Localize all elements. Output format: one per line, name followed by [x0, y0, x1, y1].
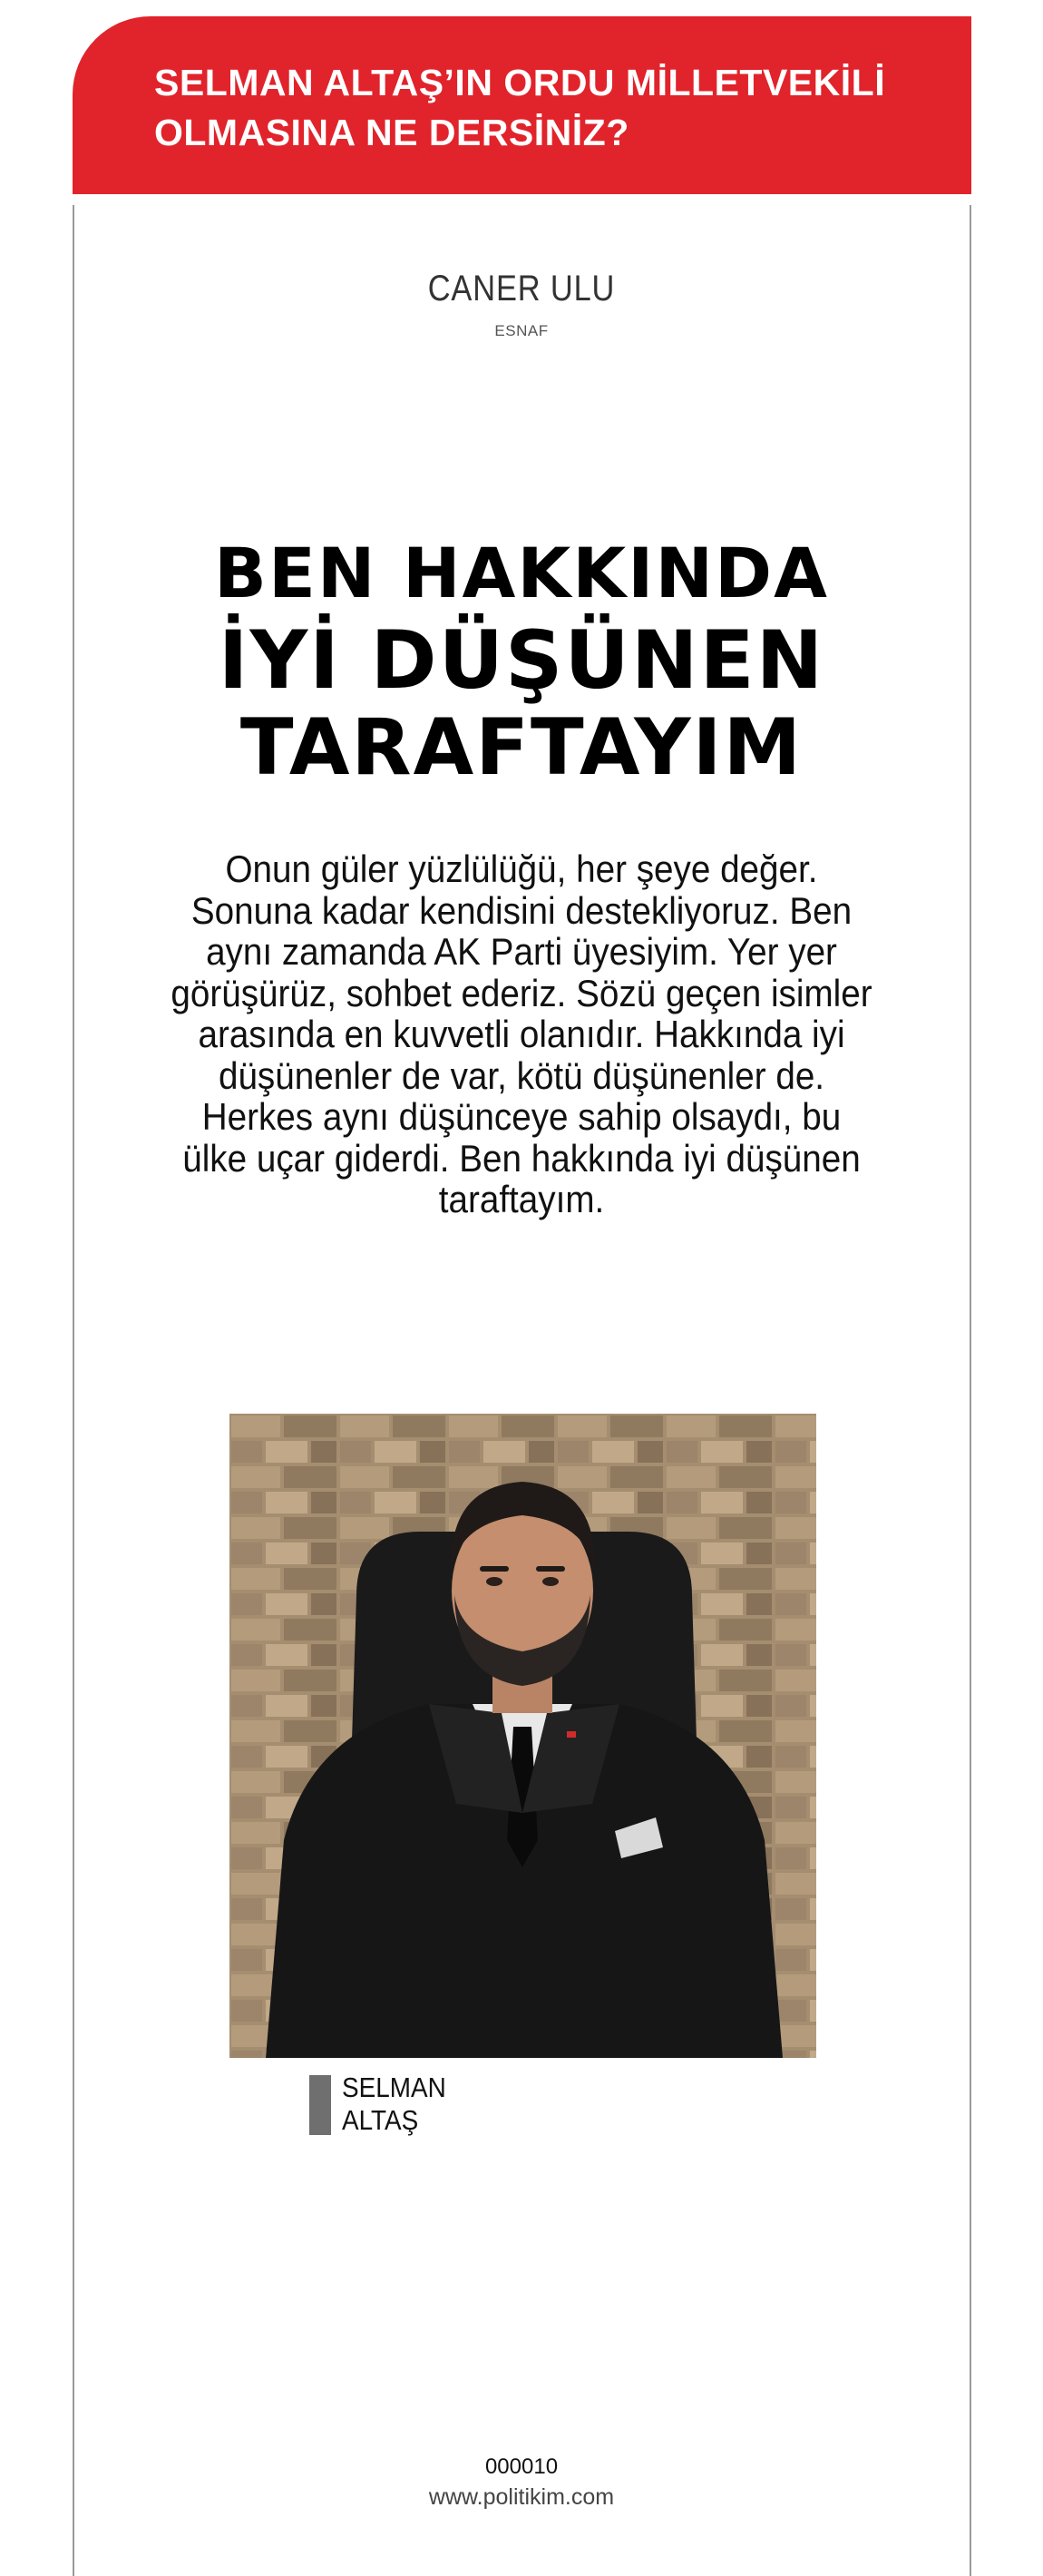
- author-name: CANER ULU: [427, 269, 616, 309]
- caption-bar: [309, 2075, 331, 2135]
- author-role: ESNAF: [494, 322, 549, 339]
- headline-line: TARAFTAYIM: [239, 702, 804, 793]
- page-number: 000010: [484, 2454, 559, 2479]
- portrait-illustration: [229, 1414, 816, 2058]
- header-banner: [73, 16, 971, 194]
- website-url[interactable]: www.politikim.com: [428, 2484, 615, 2510]
- headline: [0, 530, 1043, 791]
- header-title: SELMAN ALTAŞ’IN ORDU MİLLETVEKİLİ OLMASINA NE DERSİNİZ?: [154, 62, 886, 153]
- headline-line: İYİ DÜŞÜNEN: [218, 613, 825, 707]
- photo-caption-line: SELMAN: [342, 2072, 446, 2103]
- photo-caption-line: ALTAŞ: [342, 2104, 419, 2136]
- portrait-photo: [229, 1414, 816, 2058]
- headline-line: BEN HAKKINDA: [214, 533, 829, 613]
- photo-caption: [342, 2072, 446, 2137]
- quote-body: Onun güler yüzlülüğü, her şeye değer. Sonuna kadar kendisini destekliyoruz. Ben aynı zamanda AK Parti üyesiyim. Yer yer görüşürüz, sohbet ederiz. Sözü geçen isimler arasında en kuvvetli olanıdır. Hakkında iyi düşünenler de var, kötü düşünenler de. Herkes aynı düşünceye sahip olsaydı, bu ülke uçar giderdi. Ben hakkında iyi düşünen taraftayım.: [171, 847, 872, 1220]
